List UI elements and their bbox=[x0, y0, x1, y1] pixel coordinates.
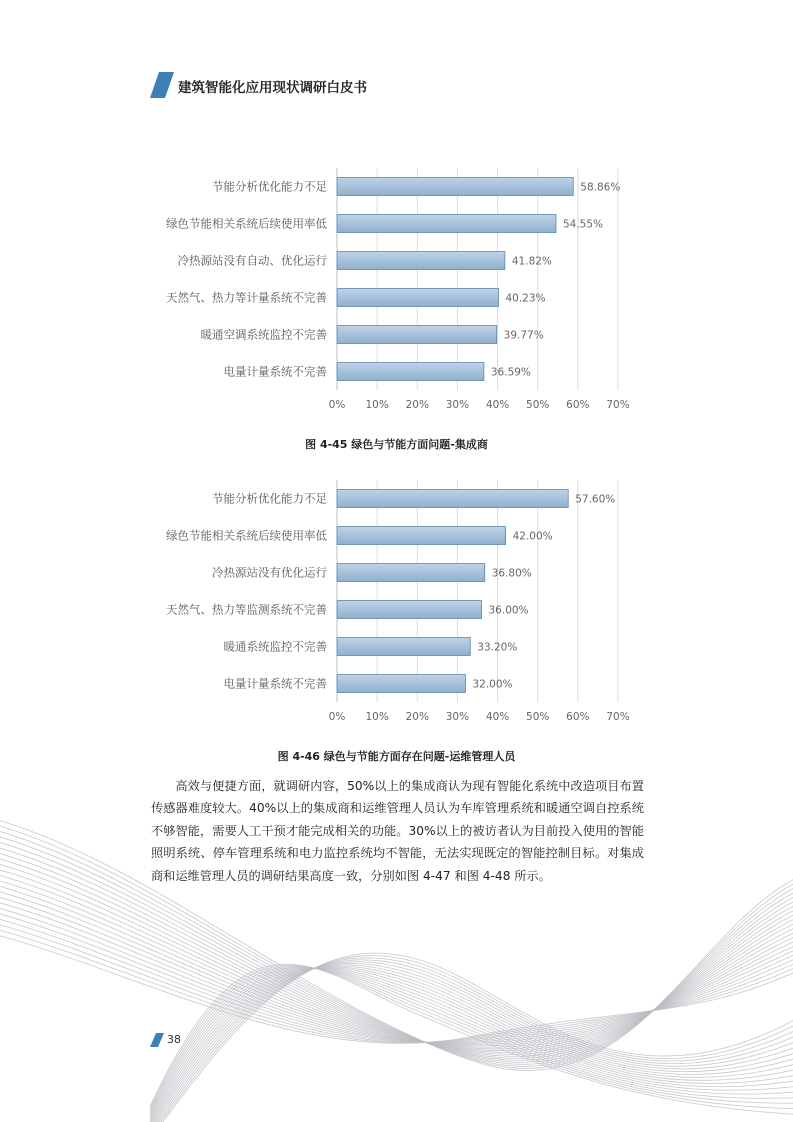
chart1-category-label: 节能分析优化能力不足 bbox=[212, 179, 327, 194]
wave-line bbox=[150, 958, 793, 1122]
wave-line bbox=[150, 968, 793, 1115]
chart2-x-tick-label: 10% bbox=[365, 711, 389, 723]
chart2-value-label: 32.00% bbox=[472, 678, 513, 691]
chart2-bar bbox=[337, 564, 485, 582]
chart2-x-tick-label: 0% bbox=[328, 711, 346, 723]
wave-line bbox=[0, 892, 793, 1045]
chart2-bar bbox=[337, 490, 568, 508]
chart-operators bbox=[0, 472, 793, 734]
chart1-bar bbox=[337, 289, 498, 307]
chart1-bar bbox=[337, 326, 497, 344]
chart1-bar bbox=[337, 178, 573, 196]
chart2-value-label: 36.80% bbox=[491, 567, 532, 580]
chart1-bar bbox=[337, 252, 505, 270]
chart2-x-tick-label: 40% bbox=[485, 711, 510, 723]
wave-line bbox=[0, 931, 793, 1044]
chart1-x-tick-label: 20% bbox=[405, 399, 429, 411]
chart1-x-tick-label: 0% bbox=[328, 399, 346, 411]
chart1-x-tick-label: 40% bbox=[485, 399, 510, 411]
chart2-x-tick-label: 20% bbox=[405, 711, 429, 723]
chart-operators-plot bbox=[0, 472, 793, 734]
page-number: 38 bbox=[167, 1033, 181, 1046]
chart2-x-tick-label: 50% bbox=[526, 711, 550, 723]
chart2-category-label: 天然气、热力等监测系统不完善 bbox=[166, 602, 327, 617]
wave-line bbox=[150, 965, 793, 1122]
wave-line bbox=[0, 870, 793, 1051]
chart1-value-label: 41.82% bbox=[511, 255, 552, 268]
wave-line bbox=[0, 865, 793, 1053]
wave-line bbox=[150, 967, 793, 1113]
chart2-x-tick-label: 60% bbox=[566, 711, 590, 723]
chart2-category-label: 冷热源站没有优化运行 bbox=[212, 565, 327, 580]
wave-line bbox=[0, 920, 793, 1043]
wave-line bbox=[0, 887, 793, 1046]
chart2-value-label: 57.60% bbox=[575, 493, 616, 506]
wave-line bbox=[0, 881, 793, 1047]
wave-line bbox=[150, 964, 793, 1115]
wave-line bbox=[150, 953, 793, 1122]
wave-line bbox=[150, 967, 793, 1122]
chart-operators-caption: 图 4-46 绿色与节能方面存在问题-运维管理人员 bbox=[277, 750, 516, 763]
wave-line bbox=[0, 909, 793, 1043]
chart1-category-label: 暖通空调系统监控不完善 bbox=[200, 327, 327, 342]
chart1-x-tick-label: 10% bbox=[365, 399, 389, 411]
chart1-x-tick-label: 50% bbox=[526, 399, 550, 411]
chart1-value-label: 54.55% bbox=[562, 218, 604, 231]
chart2-bar bbox=[337, 527, 506, 545]
chart1-value-label: 39.77% bbox=[503, 329, 544, 342]
wave-line bbox=[0, 925, 793, 1043]
wave-line bbox=[150, 956, 793, 1122]
chart2-x-tick-label: 30% bbox=[445, 711, 470, 723]
chart2-x-tick-label: 70% bbox=[606, 711, 630, 723]
chart1-value-label: 58.86% bbox=[580, 181, 621, 194]
body-paragraph: 高效与便捷方面，就调研内容，50%以上的集成商认为现有智能化系统中改造项目布置传感器难度较大。40%以上的集成商和运维管理人员认为车库管理系统和暖通空调自控系统不够智能，需要人工干预才能完成相关的功能。30%以上的被访者认为目前投入使用的智能照明系统、停车管理系统和电力监控系统均不智能，无法实现既定的智能控制目标。对集成商和运维管理人员的调研结果高度一致，分别如图 4-47 和图 4-48 所示。 bbox=[151, 779, 644, 883]
wave-line bbox=[150, 966, 793, 1122]
wave-line bbox=[0, 903, 793, 1043]
chart2-bar bbox=[337, 675, 465, 693]
chart1-bar bbox=[337, 363, 484, 381]
chart1-x-tick-label: 30% bbox=[445, 399, 470, 411]
wave-line bbox=[0, 876, 793, 1049]
chart2-value-label: 42.00% bbox=[512, 530, 553, 543]
header-accent-mark bbox=[150, 72, 174, 98]
wave-line bbox=[150, 965, 793, 1109]
chart1-x-tick-label: 70% bbox=[606, 399, 630, 411]
chart1-category-label: 天然气、热力等计量系统不完善 bbox=[166, 290, 327, 305]
chart1-x-tick-label: 60% bbox=[566, 399, 590, 411]
wave-line bbox=[150, 966, 793, 1110]
chart1-category-label: 电量计量系统不完善 bbox=[223, 364, 327, 379]
chart1-bar bbox=[337, 215, 556, 233]
wave-line bbox=[0, 914, 793, 1043]
wave-line bbox=[0, 898, 793, 1044]
wave-line bbox=[150, 968, 793, 1118]
chart2-value-label: 36.00% bbox=[488, 604, 529, 617]
chart-integrators bbox=[0, 160, 793, 422]
chart2-bar bbox=[337, 638, 470, 656]
chart2-category-label: 暖通系统监控不完善 bbox=[223, 639, 327, 654]
chart2-bar bbox=[337, 601, 482, 619]
chart2-category-label: 绿色节能相关系统后续使用率低 bbox=[166, 528, 327, 543]
chart1-value-label: 40.23% bbox=[505, 292, 546, 305]
wave-line bbox=[150, 963, 793, 1122]
chart-integrators-plot bbox=[0, 160, 793, 422]
wave-line bbox=[150, 968, 793, 1120]
chart-integrators-caption: 图 4-45 绿色与节能方面问题-集成商 bbox=[305, 438, 488, 451]
wave-line bbox=[150, 960, 793, 1122]
chart2-category-label: 电量计量系统不完善 bbox=[223, 676, 327, 691]
wave-line bbox=[150, 962, 793, 1122]
wave-line bbox=[150, 968, 793, 1122]
wave-line bbox=[0, 859, 793, 1054]
chart1-value-label: 36.59% bbox=[490, 366, 531, 379]
chart2-value-label: 33.20% bbox=[477, 641, 518, 654]
chart1-category-label: 绿色节能相关系统后续使用率低 bbox=[166, 216, 327, 231]
header-title: 建筑智能化应用现状调研白皮书 bbox=[178, 80, 367, 96]
chart2-category-label: 节能分析优化能力不足 bbox=[212, 491, 327, 506]
wave-line bbox=[150, 968, 793, 1117]
footer-accent-mark bbox=[150, 1033, 164, 1047]
chart1-category-label: 冷热源站没有自动、优化运行 bbox=[177, 253, 327, 268]
